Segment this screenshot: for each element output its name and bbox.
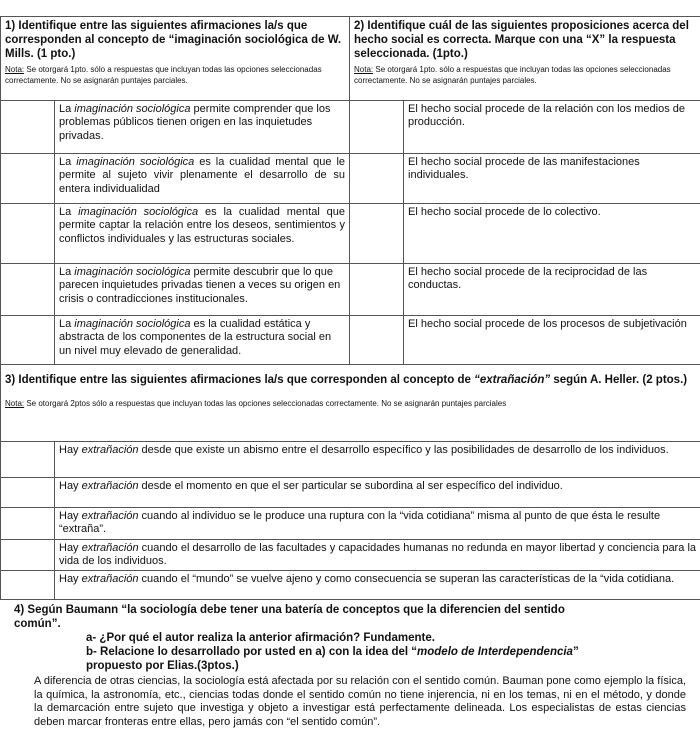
q2-option: El hecho social procede de las manifestaciones individuales. — [404, 154, 700, 204]
table-row — [1, 154, 700, 204]
q3-option: Hay extrañación desde el momento en que el ser particular se subordina al ser específico del individuo. — [55, 478, 700, 508]
q2-checkbox-cell[interactable] — [350, 101, 404, 154]
q2-checkbox-cell[interactable] — [350, 154, 404, 204]
q1-checkbox-cell[interactable] — [1, 204, 55, 264]
q3-checkbox-cell[interactable] — [1, 571, 55, 600]
q3-checkbox-cell[interactable] — [1, 442, 55, 478]
q3-table — [0, 364, 700, 600]
q1-checkbox-cell[interactable] — [1, 316, 55, 365]
q4-part-b: b- Relacione lo desarrollado por usted en a) con la idea del “modelo de Interdependencia” propuesto por Elias.(3ptos.) — [86, 646, 579, 672]
q2-option: El hecho social procede de la relación con los medios de producción. — [404, 101, 700, 154]
q3-option: Hay extrañación cuando al individuo se le produce una ruptura con la “vida cotidiana” misma al punto de que ésta le resulte “extraña”. — [55, 508, 700, 540]
q3-option: Hay extrañación cuando el “mundo” se vuelve ajeno y como consecuencia se superan las características de la “vida cotidiana. — [55, 571, 700, 600]
q1-option: La imaginación sociológica permite comprender que los problemas públicos tienen origen en las inquietudes privadas. — [55, 101, 350, 154]
table-row — [1, 204, 700, 264]
q1-title: 1) Identifique entre las siguientes afirmaciones la/s que corresponden al concepto de “imaginación sociológica de W. Mills. (1 pto.) — [5, 20, 342, 60]
q1-option: La imaginación sociológica es la cualidad mental que permite captar la relación entre los deseos, sentimientos y conflictos individuales y las estructuras sociales. — [55, 204, 350, 264]
q2-title: 2) Identifique cuál de las siguientes proposiciones acerca del hecho social es correcta. Marque con una “X” la respuesta seleccionada. (1pto.) — [354, 20, 689, 60]
table-row — [1, 508, 700, 540]
q4-section — [0, 603, 700, 729]
q1-checkbox-cell[interactable] — [1, 101, 55, 154]
q4-answer: A diferencia de otras ciencias, la sociología está afectada por su relación con el sentido común. Bauman pone como ejemplo la física, la química, la astronomía, etc., ciencias todas donde el sentido común no tiene injerencia, ni en los temas, ni en el método, y donde la demarcación entre sujeto que investiga y objeto a investigar está perfectamente delineada. Los especialistas de estas ciencias deben marcar fronteras entre ellas, pero jamás con “el sentido común”. — [34, 675, 686, 728]
q3-checkbox-cell[interactable] — [1, 539, 55, 571]
table-row — [1, 264, 700, 316]
q3-option: Hay extrañación desde que existe un abismo entre el desarrollo específico y las posibilidades de desarrollo de los individuos. — [55, 442, 700, 478]
q2-checkbox-cell[interactable] — [350, 316, 404, 365]
q3-note: Nota: Se otorgará 2ptos sólo a respuestas que incluyan todas las opciones seleccionadas correctamente. No se asignarán puntajes parciales — [5, 399, 507, 408]
q1-option: La imaginación sociológica permite descubrir que lo que parecen inquietudes privadas tienen a veces su origen en crisis o contradicciones institucionales. — [55, 264, 350, 316]
table-row — [1, 478, 700, 508]
q1-note: Nota: Se otorgará 1pto. sólo a respuestas que incluyan todas las opciones seleccionadas correctamente. No se asignarán puntajes parciales. — [5, 65, 322, 85]
q1-q2-table — [0, 16, 700, 365]
table-row — [1, 101, 700, 154]
q2-option: El hecho social procede de lo colectivo. — [404, 204, 700, 264]
table-row — [1, 442, 700, 478]
q3-checkbox-cell[interactable] — [1, 508, 55, 540]
q4-part-a: a- ¿Por qué el autor realiza la anterior afirmación? Fundamente. — [86, 632, 435, 644]
q4-title: 4) Según Baumann “la sociología debe tener una batería de conceptos que la diferencien del sentido común”. — [14, 604, 565, 630]
q3-title: 3) Identifique entre las siguientes afirmaciones la/s que corresponden al concepto de “extrañación” según A. Heller. (2 ptos.) — [5, 374, 688, 386]
table-row — [1, 571, 700, 600]
q2-header — [350, 17, 700, 101]
q2-note: Nota: Se otorgará 1pto. sólo a respuestas que incluyan todas las opciones seleccionadas correctamente. No se asignarán puntajes parciales. — [354, 65, 671, 85]
q2-option: El hecho social procede de la reciprocidad de las conductas. — [404, 264, 700, 316]
q3-option: Hay extrañación cuando el desarrollo de las facultades y capacidades humanas no redunda en mayor libertad y conciencia para la vida de los individuos. — [55, 539, 700, 571]
q1-checkbox-cell[interactable] — [1, 264, 55, 316]
q1-checkbox-cell[interactable] — [1, 154, 55, 204]
q1-option: La imaginación sociológica es la cualidad estática y abstracta de los componentes de la estructura social en un nivel muy elevado de generalidad. — [55, 316, 350, 365]
table-row — [1, 316, 700, 365]
q3-header — [1, 365, 700, 442]
q1-header — [1, 17, 350, 101]
table-row — [1, 539, 700, 571]
q2-checkbox-cell[interactable] — [350, 204, 404, 264]
q2-checkbox-cell[interactable] — [350, 264, 404, 316]
q1-option: La imaginación sociológica es la cualidad mental que le permite al sujeto vivir plenamente el desarrollo de su entera individualidad — [55, 154, 350, 204]
q3-checkbox-cell[interactable] — [1, 478, 55, 508]
q2-option: El hecho social procede de los procesos de subjetivación — [404, 316, 700, 365]
